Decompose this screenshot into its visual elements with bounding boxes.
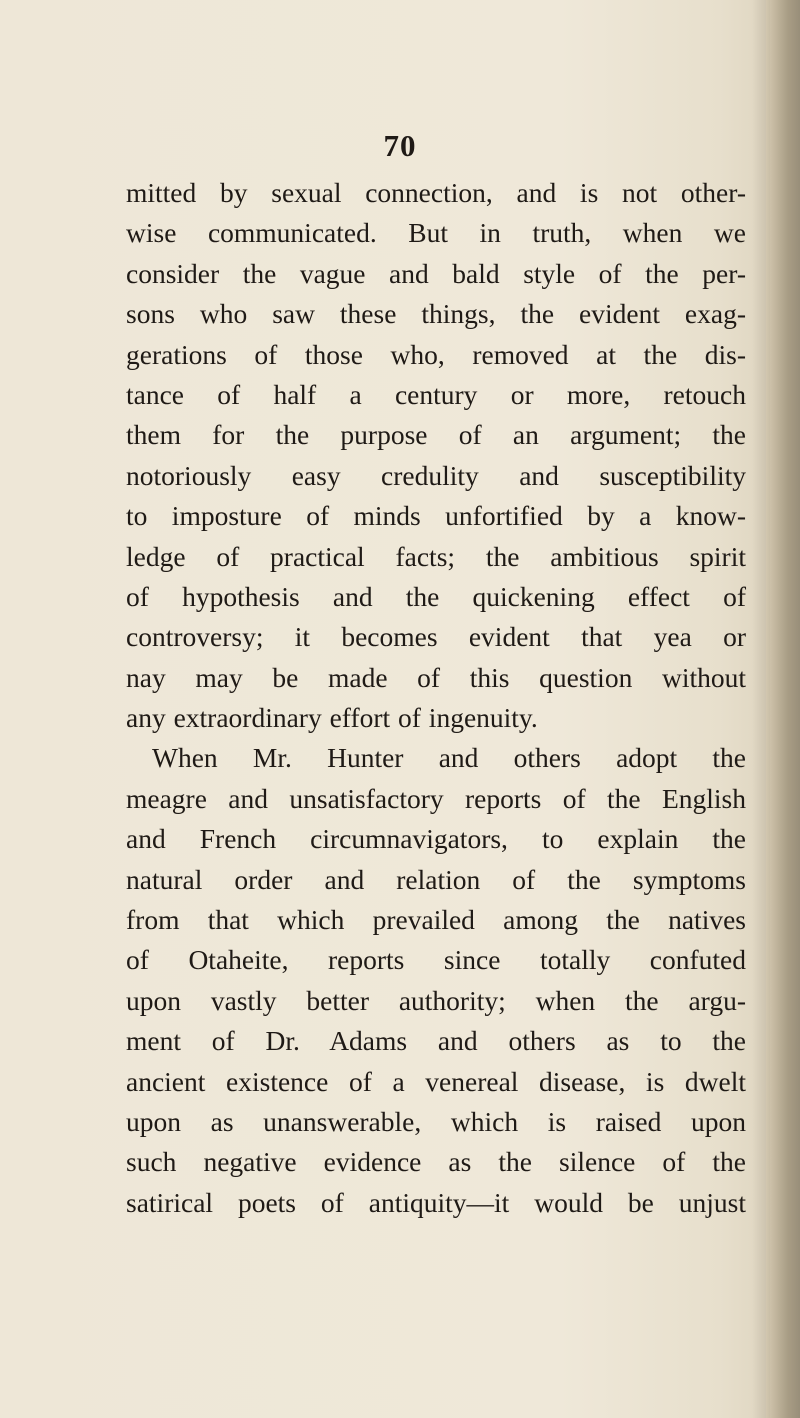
text-line: When Mr. Hunter and others adopt the <box>152 742 746 774</box>
text-line: natural order and relation of the symptoms <box>126 863 746 895</box>
text-line: consider the vague and bald style of the per- <box>126 257 746 289</box>
text-line: upon vastly better authority; when the argu- <box>126 984 746 1016</box>
text-line: ancient existence of a venereal disease, is dwelt <box>126 1065 746 1097</box>
text-line: satirical poets of antiquity—it would be unjust <box>126 1186 746 1218</box>
text-line: wise communicated. But in truth, when we <box>126 217 746 249</box>
text-line: and French circumnavigators, to explain the <box>126 823 746 855</box>
body-text <box>126 173 746 1223</box>
text-line: sons who saw these things, the evident exag- <box>126 298 746 330</box>
text-line: of Otaheite, reports since totally confuted <box>126 944 746 976</box>
text-line: gerations of those who, removed at the dis- <box>126 338 746 370</box>
text-line: tance of half a century or more, retouch <box>126 378 746 410</box>
text-line: notoriously easy credulity and susceptibility <box>126 459 746 491</box>
text-line: to imposture of minds unfortified by a know- <box>126 500 746 532</box>
text-line: meagre and unsatisfactory reports of the English <box>126 782 746 814</box>
text-line: mitted by sexual connection, and is not other- <box>126 177 746 208</box>
text-line: them for the purpose of an argument; the <box>126 419 746 451</box>
page-number: 70 <box>383 128 417 163</box>
text-line: controversy; it becomes evident that yea or <box>126 621 746 653</box>
text-line: ment of Dr. Adams and others as to the <box>126 1025 746 1057</box>
text-line: any extraordinary effort of ingenuity. <box>126 702 538 734</box>
text-line: from that which prevailed among the natives <box>126 904 746 936</box>
text-line: such negative evidence as the silence of the <box>126 1146 746 1178</box>
page-edge <box>766 0 800 1418</box>
text-line: ledge of practical facts; the ambitious spirit <box>126 540 746 572</box>
text-line: upon as unanswerable, which is raised upon <box>126 1105 746 1137</box>
text-line: nay may be made of this question without <box>126 661 746 693</box>
text-line: of hypothesis and the quickening effect of <box>126 580 746 612</box>
